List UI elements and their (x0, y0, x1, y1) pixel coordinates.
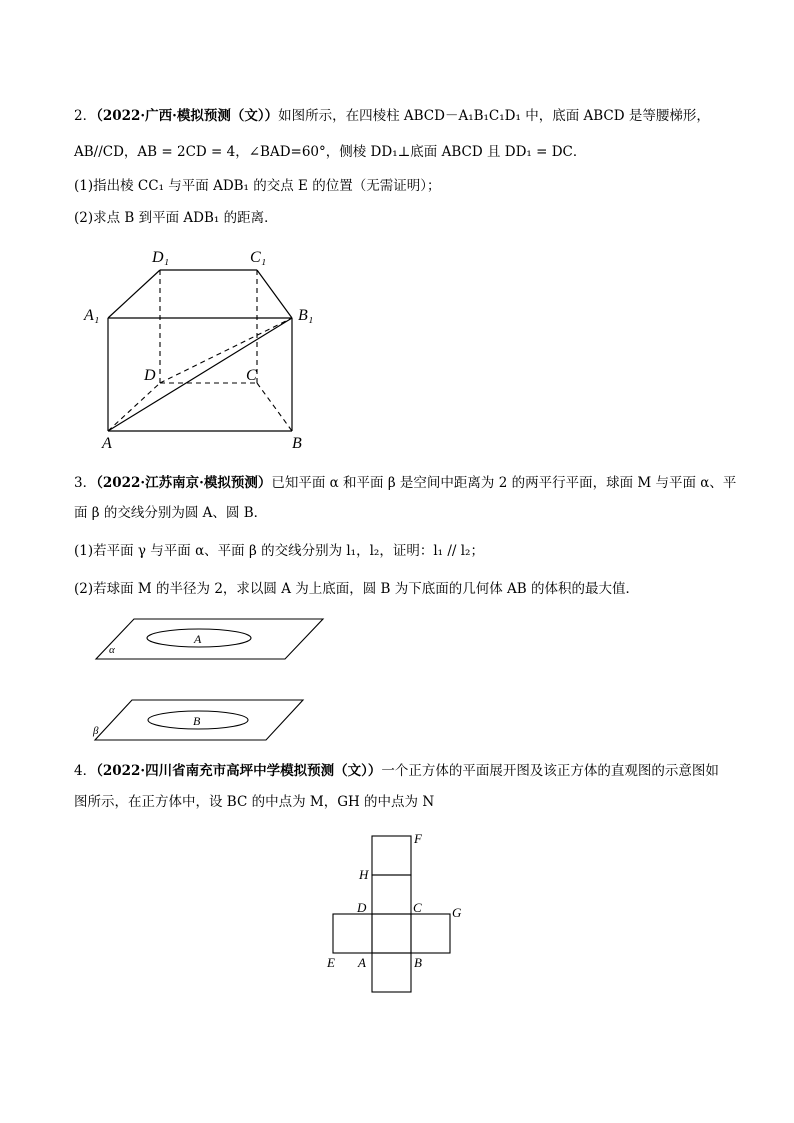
problem-4-line-2: 图所示，在正方体中，设 BC 的中点为 M，GH 的中点为 N (74, 794, 435, 810)
vertex-label-b: B (292, 435, 302, 452)
vertex-label-d1: D₁ (152, 249, 170, 266)
problem-4-line-1 (74, 761, 719, 781)
problem-3-part-2: (2)若球面 M 的半径为 2，求以圆 A 为上底面，圆 B 为下底面的几何体 AB 的体积的最大值． (74, 581, 639, 597)
net-label-g: G (452, 905, 462, 920)
cube-net-figure (0, 826, 794, 1006)
circle-b-label: B (193, 714, 201, 728)
vertex-label-c: C (246, 367, 257, 384)
net-label-f: F (414, 831, 422, 846)
vertex-label-d: D (144, 367, 156, 384)
problem-2-part-1: (1)指出棱 CC₁ 与平面 ADB₁ 的交点 E 的位置（无需证明）； (74, 178, 441, 194)
alpha-label: α (109, 644, 115, 656)
problem-source: （2022·江苏南京·模拟预测） (96, 475, 272, 491)
net-label-c: C (413, 900, 422, 915)
problem-3-line-1 (74, 473, 736, 493)
planes-figure (0, 610, 794, 750)
net-label-e: E (327, 955, 335, 970)
problem-2-line-2: AB//CD，AB = 2CD = 4，∠BAD=60°，侧棱 DD₁⊥底面 ABCD 且 DD₁ = DC． (74, 144, 587, 160)
problem-number: 2． (74, 108, 97, 124)
problem-3-part-1: (1)若平面 γ 与平面 α、平面 β 的交线分别为 l₁，l₂，证明：l₁ // l₂； (74, 543, 484, 559)
net-label-a: A (358, 955, 366, 970)
problem-source: （2022·四川省南充市高坪中学模拟预测（文）） (96, 763, 382, 779)
problem-text: 已知平面 α 和平面 β 是空间中距离为 2 的两平行平面，球面 M 与平面 α、平 (271, 475, 737, 491)
vertex-label-a: A (102, 435, 112, 452)
problem-2-part-2: (2)求点 B 到平面 ADB₁ 的距离． (74, 210, 278, 226)
plane-alpha (96, 619, 323, 659)
net-label-b: B (414, 955, 422, 970)
problem-3-line-2: 面 β 的交线分别为圆 A、圆 B． (74, 505, 268, 521)
problem-number: 4． (74, 763, 97, 779)
prism-figure (0, 0, 794, 460)
vertex-label-c1: C₁ (250, 249, 267, 266)
problem-number: 3． (74, 475, 97, 491)
vertex-label-a1: A₁ (84, 307, 100, 324)
vertex-label-b1: B₁ (298, 307, 314, 324)
circle-a-label: A (194, 632, 202, 646)
problem-text: 如图所示，在四棱柱 ABCD－A₁B₁C₁D₁ 中，底面 ABCD 是等腰梯形， (278, 108, 710, 124)
net-label-d: D (357, 900, 367, 915)
net-label-h: H (359, 867, 369, 882)
problem-source: （2022·广西·模拟预测（文）） (96, 108, 279, 124)
beta-label: β (93, 725, 99, 737)
problem-text: 一个正方体的平面展开图及该正方体的直观图的示意图如 (381, 763, 719, 779)
